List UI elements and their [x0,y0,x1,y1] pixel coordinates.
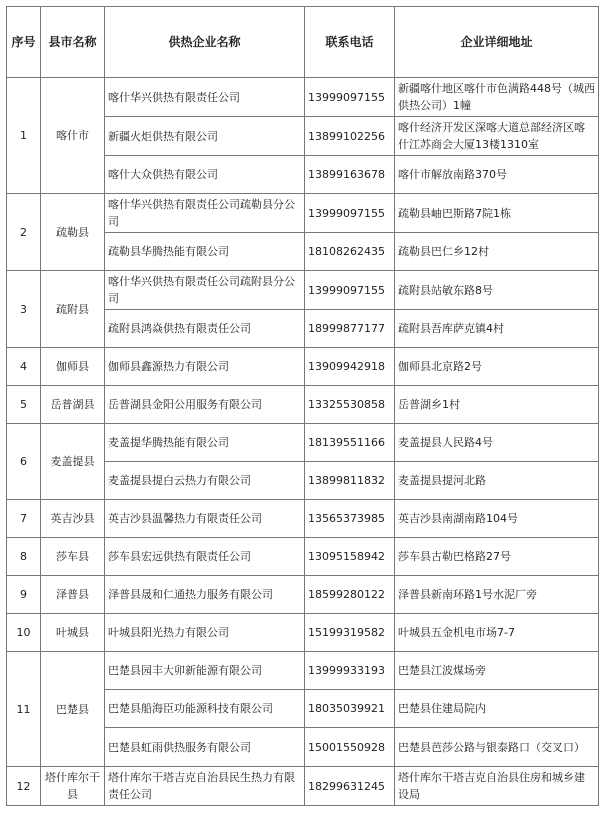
company-name-cell: 泽普县晟和仁通热力服务有限公司 [105,576,305,614]
table-row [7,767,599,806]
company-name-cell: 英吉沙县温馨热力有限责任公司 [105,500,305,538]
company-name-cell: 麦盖提县提白云热力有限公司 [105,462,305,500]
phone-cell: 13095158942 [305,538,395,576]
company-name-cell: 塔什库尔干塔吉克自治县民生热力有限责任公司 [105,767,305,806]
address-cell: 疏附县站敏东路8号 [395,271,599,310]
company-name-cell: 伽师县鑫源热力有限公司 [105,348,305,386]
address-cell: 疏勒县岫巴斯路7院1栋 [395,194,599,233]
phone-cell: 18108262435 [305,233,395,271]
table-row [7,538,599,576]
address-cell: 新疆喀什地区喀什市色满路448号（城西供热公司）1幢 [395,78,599,117]
phone-cell: 15199319582 [305,614,395,652]
serial-no-cell: 8 [7,538,41,576]
serial-no-cell: 2 [7,194,41,271]
phone-cell: 15001550928 [305,728,395,767]
address-cell: 岳普湖乡1村 [395,386,599,424]
address-cell: 巴楚县江波煤场旁 [395,652,599,690]
phone-cell: 13909942918 [305,348,395,386]
address-cell: 叶城县五金机电市场7-7 [395,614,599,652]
county-name-cell: 疏附县 [41,271,105,348]
table-header-row [7,7,599,78]
address-cell: 泽普县新南环路1号水泥厂旁 [395,576,599,614]
table-row [7,500,599,538]
table-row [7,348,599,386]
address-cell: 麦盖提县提河北路 [395,462,599,500]
phone-cell: 13899163678 [305,156,395,194]
company-name-cell: 叶城县阳光热力有限公司 [105,614,305,652]
address-cell: 疏勒县巴仁乡12村 [395,233,599,271]
company-name-cell: 麦盖提华腾热能有限公司 [105,424,305,462]
county-name-cell: 喀什市 [41,78,105,194]
county-name-cell: 岳普湖县 [41,386,105,424]
table-row [7,271,599,310]
heating-company-table [6,6,599,806]
company-name-cell: 喀什大众供热有限公司 [105,156,305,194]
serial-no-cell: 11 [7,652,41,767]
phone-cell: 18599280122 [305,576,395,614]
serial-no-cell: 3 [7,271,41,348]
county-name-cell: 巴楚县 [41,652,105,767]
company-name-cell: 喀什华兴供热有限责任公司 [105,78,305,117]
phone-cell: 18999877177 [305,310,395,348]
address-cell: 塔什库尔干塔吉克自治县住房和城乡建设局 [395,767,599,806]
company-name-cell: 岳普湖县金阳公用服务有限公司 [105,386,305,424]
county-name-cell: 泽普县 [41,576,105,614]
address-cell: 喀什经济开发区深喀大道总部经济区喀什江苏商会大厦13楼1310室 [395,117,599,156]
serial-no-cell: 9 [7,576,41,614]
table-row [7,78,599,117]
serial-no-cell: 10 [7,614,41,652]
serial-no-cell: 1 [7,78,41,194]
phone-cell: 13565373985 [305,500,395,538]
company-name-cell: 疏勒县华腾热能有限公司 [105,233,305,271]
company-name-cell: 喀什华兴供热有限责任公司疏附县分公司 [105,271,305,310]
company-name-cell: 莎车县宏远供热有限责任公司 [105,538,305,576]
phone-cell: 13899811832 [305,462,395,500]
address-cell: 巴楚县芭莎公路与银泰路口（交叉口） [395,728,599,767]
county-name-cell: 疏勒县 [41,194,105,271]
table-row [7,652,599,690]
county-name-cell: 麦盖提县 [41,424,105,500]
phone-cell: 13999097155 [305,271,395,310]
address-cell: 喀什市解放南路370号 [395,156,599,194]
company-name-cell: 新疆火炬供热有限公司 [105,117,305,156]
header-company-address: 企业详细地址 [395,7,599,78]
phone-cell: 13325530858 [305,386,395,424]
phone-cell: 13999933193 [305,652,395,690]
table-row [7,194,599,233]
company-name-cell: 喀什华兴供热有限责任公司疏勒县分公司 [105,194,305,233]
phone-cell: 13999097155 [305,194,395,233]
company-name-cell: 疏附县鸿焱供热有限责任公司 [105,310,305,348]
serial-no-cell: 5 [7,386,41,424]
company-name-cell: 巴楚县虹雨供热服务有限公司 [105,728,305,767]
county-name-cell: 叶城县 [41,614,105,652]
county-name-cell: 塔什库尔干县 [41,767,105,806]
serial-no-cell: 12 [7,767,41,806]
table-row [7,424,599,462]
phone-cell: 18299631245 [305,767,395,806]
table-row [7,576,599,614]
address-cell: 疏附县吾库萨克镇4村 [395,310,599,348]
address-cell: 伽师县北京路2号 [395,348,599,386]
county-name-cell: 英吉沙县 [41,500,105,538]
header-contact-phone: 联系电话 [305,7,395,78]
serial-no-cell: 4 [7,348,41,386]
header-county-name: 县市名称 [41,7,105,78]
phone-cell: 18035039921 [305,690,395,728]
company-name-cell: 巴楚县船海臣功能源科技有限公司 [105,690,305,728]
phone-cell: 13899102256 [305,117,395,156]
company-name-cell: 巴楚县园丰大卯新能源有限公司 [105,652,305,690]
header-serial-no: 序号 [7,7,41,78]
address-cell: 巴楚县住建局院内 [395,690,599,728]
serial-no-cell: 7 [7,500,41,538]
table-row [7,386,599,424]
phone-cell: 18139551166 [305,424,395,462]
phone-cell: 13999097155 [305,78,395,117]
address-cell: 英吉沙县南湖南路104号 [395,500,599,538]
table-row [7,614,599,652]
header-company-name: 供热企业名称 [105,7,305,78]
heating-company-table-container [6,6,598,806]
address-cell: 莎车县古勒巴格路27号 [395,538,599,576]
serial-no-cell: 6 [7,424,41,500]
address-cell: 麦盖提县人民路4号 [395,424,599,462]
county-name-cell: 伽师县 [41,348,105,386]
county-name-cell: 莎车县 [41,538,105,576]
